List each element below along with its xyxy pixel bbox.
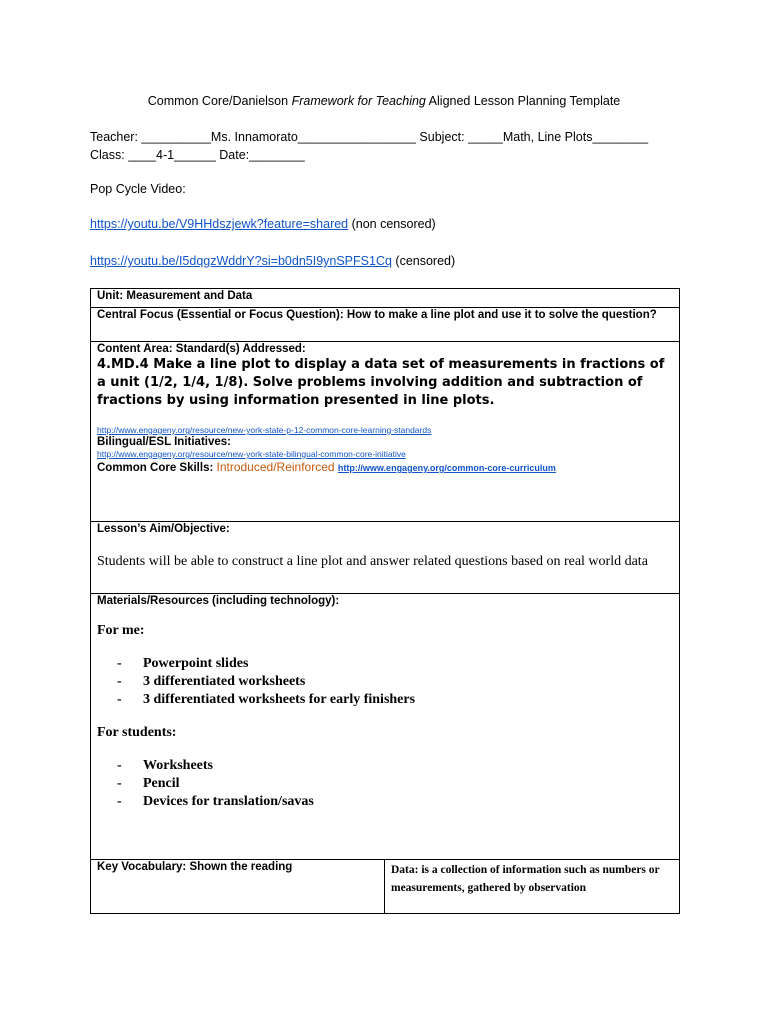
curriculum-link[interactable]: http://www.engageny.org/common-core-curriculum [337,463,556,473]
aim-label: Lesson’s Aim/Objective: [97,523,230,535]
for-me-list [97,655,673,709]
list-item: - Powerpoint slides [117,655,673,673]
document-title: Common Core/Danielson Framework for Teaching Aligned Lesson Planning Template [147,94,621,108]
for-students-list [97,757,673,811]
video-line-2: https://youtu.be/I5dqgzWddrY?si=b0dn5I9ynSPFS1Cq (censored) [90,254,456,268]
common-core-skills: Common Core Skills: Introduced/Reinforced http://www.engageny.org/common-core-curriculum [97,460,556,474]
list-item: - Pencil [117,775,673,793]
pop-cycle-label: Pop Cycle Video: [90,182,186,196]
bilingual-label: Bilingual/ESL Initiatives: [97,436,231,448]
materials-label: Materials/Resources (including technology): [97,595,340,607]
aim-text: Students will be able to construct a line plot and answer related questions based on real world data [97,554,648,569]
video-link-2[interactable]: https://youtu.be/I5dqgzWddrY?si=b0dn5I9ynSPFS1Cq [90,254,392,268]
bilingual-link[interactable]: http://www.engageny.org/resource/new-york-state-bilingual-common-core-initiative [97,449,406,459]
class-date-line: Class: ____4-1______ Date:________ [90,148,305,162]
list-item: - Worksheets [117,757,673,775]
vocab-label-cell: Key Vocabulary: Shown the reading [91,860,385,914]
content-area-cell [91,342,680,522]
vocab-definition-cell: Data: is a collection of information such as numbers or measurements, gathered by observation [385,860,680,914]
for-students-label: For students: [97,725,177,740]
standards-link[interactable]: http://www.engageny.org/resource/new-york-state-p-12-common-core-learning-standards [97,425,432,435]
list-item: - 3 differentiated worksheets for early finishers [117,691,673,709]
content-area-label: Content Area: Standard(s) Addressed: [97,343,306,355]
for-me-label: For me: [97,623,145,638]
teacher-subject-line: Teacher: __________Ms. Innamorato_________________ Subject: _____Math, Line Plots________ [90,130,649,144]
materials-cell [91,594,680,860]
aim-cell [91,522,680,594]
central-focus-cell: Central Focus (Essential or Focus Question): How to make a line plot and use it to solve the question? [91,308,680,342]
lesson-plan-table [90,288,680,914]
list-item: - 3 differentiated worksheets [117,673,673,691]
list-item: - Devices for translation/savas [117,793,673,811]
video-link-1[interactable]: https://youtu.be/V9HHdszjewk?feature=shared [90,217,349,231]
standard-text: 4.MD.4 Make a line plot to display a data set of measurements in fractions of a unit (1/2, 1/4, 1/8). Solve problems involving addition and subtraction of fractions by using information presented in line plots. [97,357,665,408]
video-line-1: https://youtu.be/V9HHdszjewk?feature=shared (non censored) [90,217,436,231]
unit-cell: Unit: Measurement and Data [91,289,680,308]
